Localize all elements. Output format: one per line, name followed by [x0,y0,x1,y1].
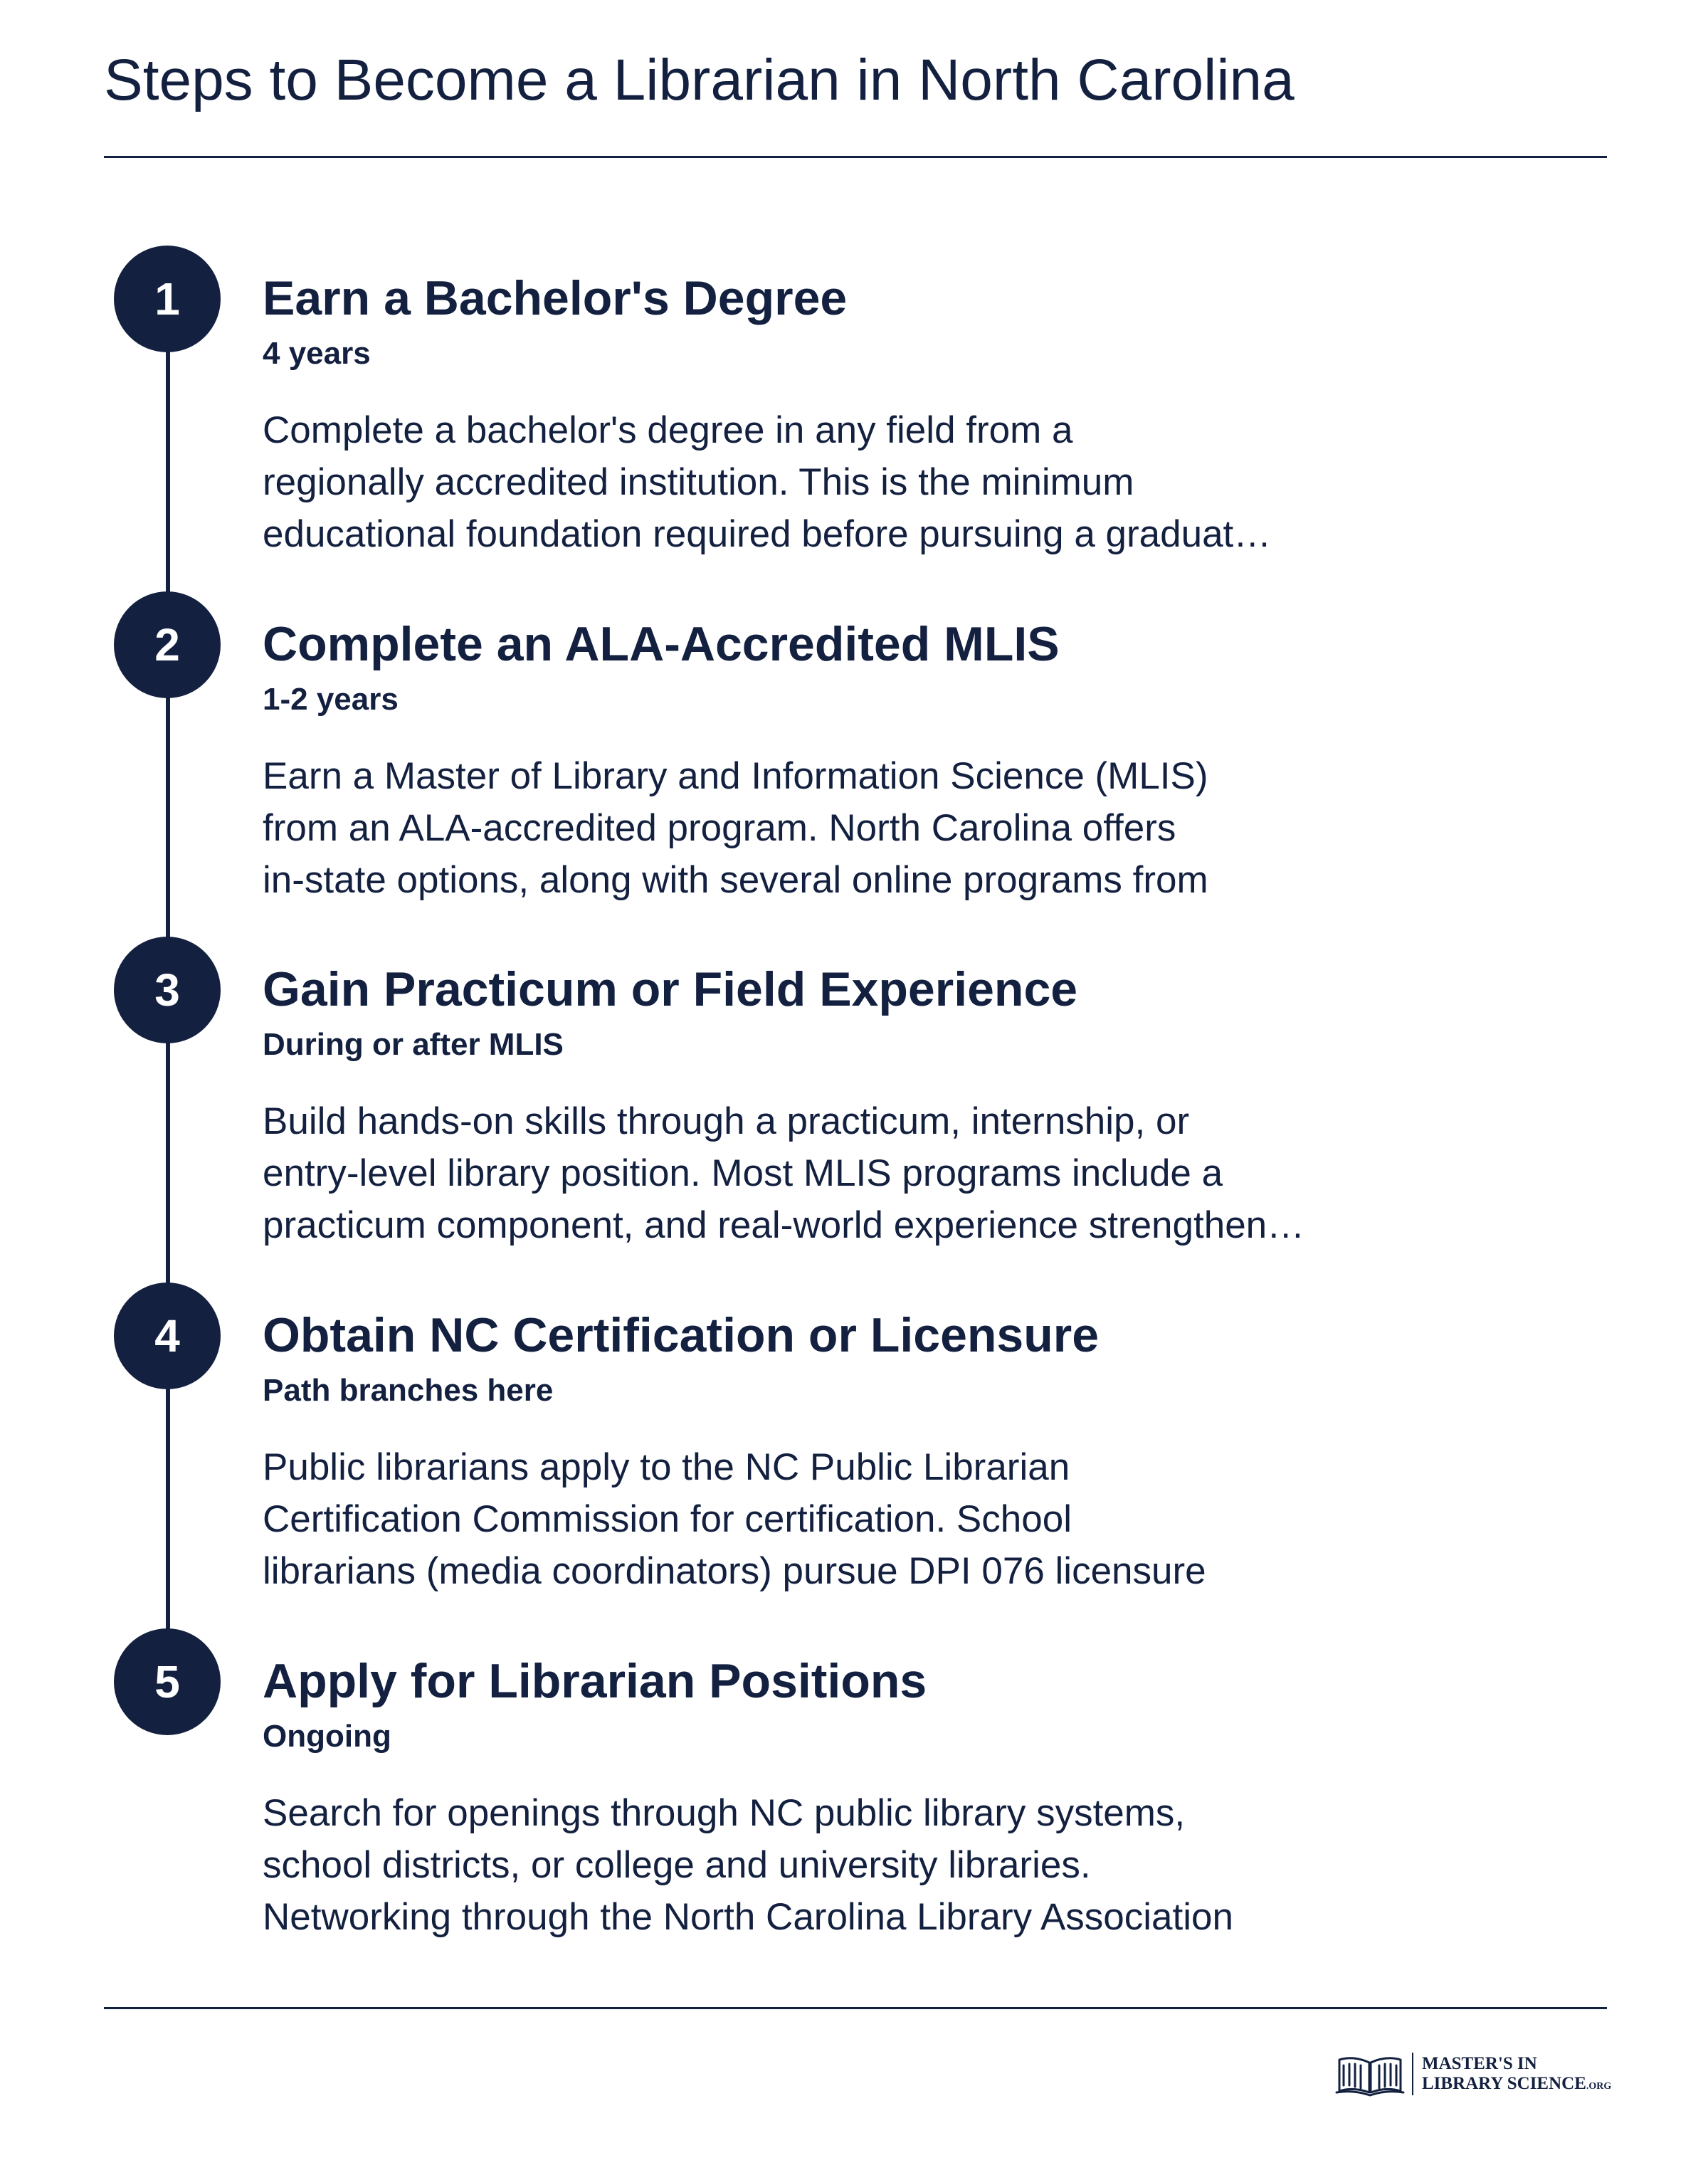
step-description-line: educational foundation required before pursuing a graduat… [263,513,1272,555]
step-duration: 1-2 years [263,682,399,717]
site-logo [1335,2050,1612,2100]
step-duration: 4 years [263,336,371,371]
step-number-badge: 5 [114,1628,221,1735]
step-description-line: Complete a bachelor's degree in any field from a [263,409,1073,451]
step-title: Apply for Librarian Positions [263,1654,927,1708]
logo-wordmark [1422,2054,1611,2097]
logo-domain-suffix: .ORG [1586,2081,1612,2092]
step-number-badge: 4 [114,1283,221,1389]
step-number-badge: 3 [114,937,221,1043]
logo-line-2 [1422,2074,1611,2097]
header-divider [104,156,1607,158]
step-title: Obtain NC Certification or Licensure [263,1308,1100,1362]
step-description-line: Public librarians apply to the NC Public Librarian [263,1446,1070,1488]
step-description-line: Build hands-on skills through a practicum, internship, or [263,1100,1190,1142]
logo-line-2-text: LIBRARY SCIENCE [1422,2074,1586,2093]
step-description-line: Earn a Master of Library and Information Science (MLIS) [263,755,1208,797]
step-description-line: librarians (media coordinators) pursue DPI 076 licensure [263,1550,1206,1592]
step-description-line: Certification Commission for certification. School [263,1498,1072,1540]
open-book-icon [1335,2050,1405,2097]
step-description-line: regionally accredited institution. This is the minimum [263,461,1134,503]
step-description-line: in-state options, along with several online programs from [263,859,1208,901]
step-number-badge: 2 [114,591,221,698]
step-description-line: Networking through the North Carolina Library Association [263,1896,1233,1938]
step-duration: Path branches here [263,1373,554,1408]
step-title: Gain Practicum or Field Experience [263,962,1078,1016]
step-description-line: Search for openings through NC public library systems, [263,1792,1186,1834]
step-description-line: from an ALA-accredited program. North Carolina offers [263,807,1176,849]
step-description-line: practicum component, and real-world experience strengthen… [263,1204,1305,1246]
step-description [263,750,1430,906]
step-title: Earn a Bachelor's Degree [263,271,848,325]
step-description [263,404,1430,560]
step-duration: During or after MLIS [263,1027,564,1062]
step-description [263,1095,1430,1251]
logo-separator [1412,2053,1413,2095]
step-description [263,1787,1430,1943]
step-duration: Ongoing [263,1719,391,1754]
page-title: Steps to Become a Librarian in North Carolina [104,48,1295,112]
step-description-line: entry-level library position. Most MLIS programs include a [263,1152,1223,1194]
step-number-badge: 1 [114,246,221,352]
step-description-line: school districts, or college and university libraries. [263,1844,1091,1886]
step-description [263,1441,1430,1597]
logo-line-1: MASTER'S IN [1422,2054,1537,2073]
step-title: Complete an ALA-Accredited MLIS [263,617,1060,671]
footer-divider [104,2007,1607,2009]
